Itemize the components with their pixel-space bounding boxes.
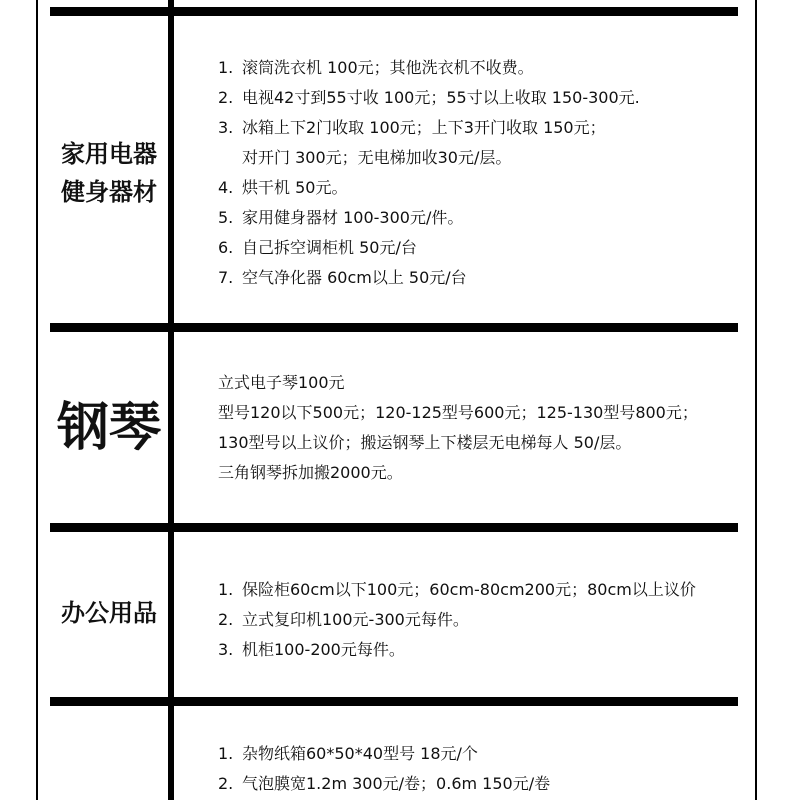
item-number: 3. (218, 640, 234, 659)
category-label-line: 家用电器 (61, 140, 157, 168)
list-item (218, 113, 640, 143)
item-text: 杂物纸箱60*50*40型号 18元/个 (242, 744, 478, 763)
row-divider (50, 323, 738, 332)
item-text: 气泡膜宽1.2m 300元/卷；0.6m 150元/卷 (242, 774, 551, 793)
item-number: 6. (218, 238, 234, 257)
list-item (218, 263, 640, 293)
paragraph-line: 三角钢琴拆加搬2000元。 (218, 463, 403, 482)
row-divider (50, 697, 738, 706)
category-label-line: 钢琴 (56, 398, 161, 458)
list-item (218, 739, 550, 769)
item-number: 4. (218, 178, 234, 197)
list-item (218, 83, 640, 113)
item-text: 空气净化器 60cm以上 50元/台 (242, 268, 467, 287)
price-list-office (218, 575, 696, 665)
category-label-line: 办公用品 (61, 599, 157, 627)
item-text: 烘干机 50元。 (242, 178, 348, 197)
table-left-border (36, 0, 38, 800)
list-item (218, 575, 696, 605)
item-number: 5. (218, 208, 234, 227)
row-divider (50, 523, 738, 532)
price-list-packing (218, 739, 550, 799)
price-notes-piano (218, 368, 698, 488)
list-item (218, 53, 640, 83)
item-text: 冰箱上下2门收取 100元；上下3开门收取 150元； (242, 118, 606, 137)
paragraph-line: 立式电子琴100元 (218, 373, 345, 392)
category-label-piano (50, 397, 168, 459)
category-label-office (50, 594, 168, 632)
list-item (218, 635, 696, 665)
paragraph-line: 型号120以下500元；120-125型号600元；125-130型号800元； (218, 403, 698, 422)
price-list-appliances (218, 53, 640, 293)
item-number: 1. (218, 744, 234, 763)
list-item (218, 203, 640, 233)
item-number: 2. (218, 88, 234, 107)
item-number: 7. (218, 268, 234, 287)
item-text: 保险柜60cm以下100元；60cm-80cm200元；80cm以上议价 (242, 580, 696, 599)
list-item (218, 233, 640, 263)
item-text: 自己拆空调柜机 50元/台 (242, 238, 417, 257)
item-number: 1. (218, 580, 234, 599)
table-right-border (755, 0, 757, 800)
item-number: 2. (218, 610, 234, 629)
item-text: 立式复印机100元-300元每件。 (242, 610, 469, 629)
list-item (218, 605, 696, 635)
list-item-continuation (218, 143, 640, 173)
item-number: 3. (218, 118, 234, 137)
item-number: 1. (218, 58, 234, 77)
item-text: 滚筒洗衣机 100元；其他洗衣机不收费。 (242, 58, 534, 77)
list-item (218, 173, 640, 203)
list-item (218, 769, 550, 799)
row-divider (50, 7, 738, 16)
item-number: 2. (218, 774, 234, 793)
paragraph-line: 130型号以上议价；搬运钢琴上下楼层无电梯每人 50/层。 (218, 433, 632, 452)
category-label-appliances (50, 135, 168, 211)
item-text: 家用健身器材 100-300元/件。 (242, 208, 464, 227)
item-text: 机柜100-200元每件。 (242, 640, 405, 659)
item-text: 电视42寸到55寸收 100元；55寸以上收取 150-300元. (242, 88, 640, 107)
item-text: 对开门 300元；无电梯加收30元/层。 (242, 148, 512, 167)
table-column-divider (168, 0, 174, 800)
category-label-line: 健身器材 (61, 178, 157, 206)
